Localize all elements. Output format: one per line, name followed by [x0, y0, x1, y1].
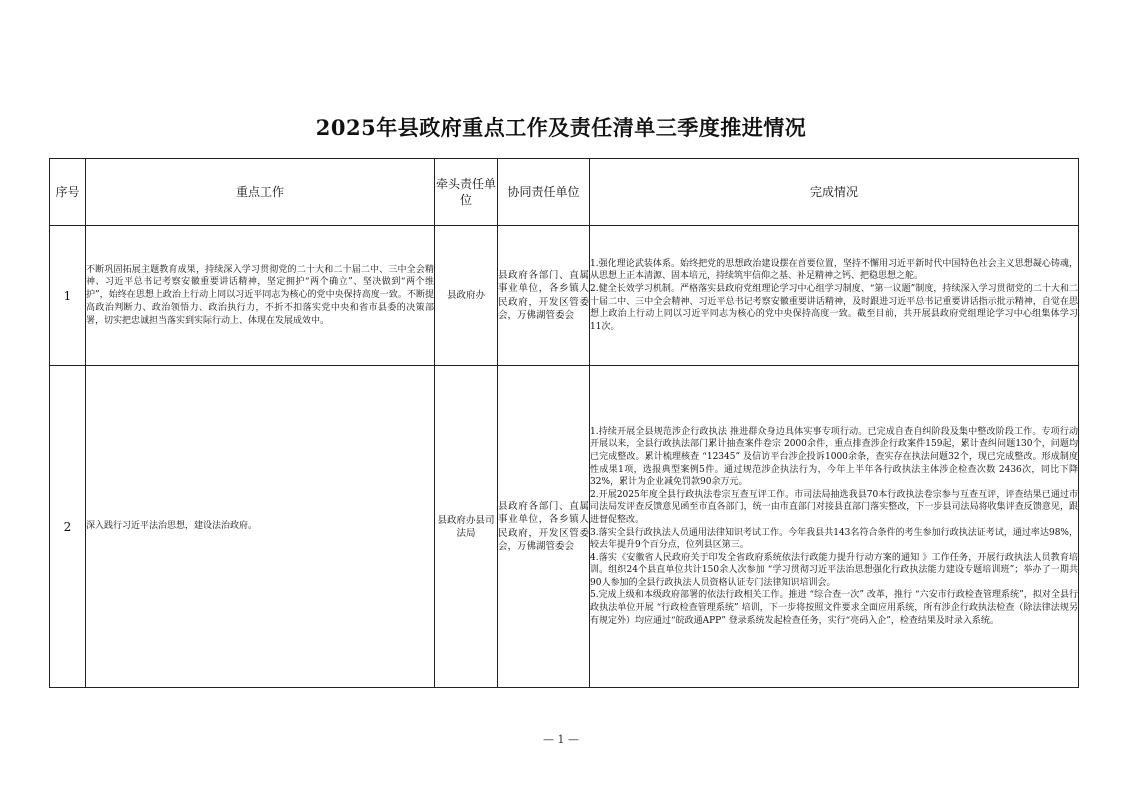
- work-table: [49, 158, 1079, 688]
- status-item: 1.持续开展全县规范涉企行政执法 推进群众身边具体实事专项行动。已完成自查自纠阶段及集中整改阶段工作。专项行动开展以来，全县行政执法部门累计抽查案件卷宗 2000余件，重点排查涉企行政案件159起，累计查纠问题130个，问题均已完成整改。累计梳理核查 “12345” 及信访平台涉企投诉1000余条，查实存在执法问题32个，现已完成整改。形成制度性成果1项，选报典型案例5件。通过规范涉企执法行为，今年上半年各行政执法主体涉企检查次数 2436次，同比下降32%，累计为企业减免罚款90余万元。: [590, 426, 1078, 488]
- header-work: 重点工作: [86, 159, 435, 226]
- table-header-row: [50, 159, 1079, 226]
- row-work: 深入践行习近平法治思想，建设法治政府。: [86, 366, 435, 688]
- row-status: [590, 366, 1079, 688]
- status-item: 2.健全长效学习机制。严格落实县政府党组理论学习中心组学习制度、“第一议题”制度，持续深入学习贯彻党的二十大和二十届二中、三中全会精神、习近平总书记考察安徽重要讲话精神，及时跟进习近平总书记重要讲话指示批示精神，自觉在思想上政治上行动上同以习近平同志为核心的党中央保持高度一致。截至目前，共开展县政府党组理论学习中心组集体学习 11次。: [590, 283, 1078, 332]
- row-index: 2: [50, 366, 86, 688]
- table-row: [50, 226, 1079, 366]
- row-co-units: 县政府各部门、直属事业单位，各乡镇人民政府，开发区管委会，万佛湖管委会: [498, 226, 590, 366]
- row-status: [590, 226, 1079, 366]
- status-item: 2.开展2025年度全县行政执法卷宗互查互评工作。市司法局抽选我县70本行政执法卷宗参与互查互评，评查结果已通过市司法局发评查反馈意见函至市直各部门，统一由市直部门对接县直部门落实整改，下一步县司法局将收集评查反馈意见，跟进督促整改。: [590, 489, 1078, 525]
- header-status: 完成情况: [590, 159, 1079, 226]
- table-row: [50, 366, 1079, 688]
- header-co: 协同责任单位: [498, 159, 590, 226]
- header-index: 序号: [50, 159, 86, 226]
- header-lead: 牵头责任单位: [435, 159, 498, 226]
- page-number: — 1 —: [543, 733, 579, 746]
- page-title: 2025年县政府重点工作及责任清单三季度推进情况: [315, 115, 807, 140]
- row-work: 不断巩固拓展主题教育成果，持续深入学习贯彻党的二十大和二十届二中、三中全会精神、习近平总书记考察安徽重要讲话精神，坚定拥护“两个确立”、坚决做到“两个维护”，始终在思想上政治上行动上同以习近平同志为核心的党中央保持高度一致。不断提高政治判断力、政治领悟力、政治执行力，不折不扣落实党中央和省市县委的决策部署，切实把忠诚担当落实到实际行动上、体现在发展成效中。: [86, 226, 435, 366]
- row-lead-unit: 县政府办: [435, 226, 498, 366]
- status-item: 3.落实全县行政执法人员通用法律知识考试工作。今年我县共143名符合条件的考生参加行政执法证考试，通过率达98%，较去年提升9个百分点，位列县区第三。: [590, 527, 1078, 551]
- status-item: 1.强化理论武装体系。始终把党的思想政治建设摆在首要位置，坚持不懈用习近平新时代中国特色社会主义思想凝心铸魂，从思想上正本清源、固本培元，持续筑牢信仰之基、补足精神之钙、把稳思想之舵。: [590, 258, 1078, 282]
- row-co-units: 县政府各部门、直属事业单位，各乡镇人民政府，开发区管委会，万佛湖管委会: [498, 366, 590, 688]
- row-index: 1: [50, 226, 86, 366]
- status-item: 5.完成上级和本级政府部署的依法行政相关工作。推进 “综合查一次” 改革，推行 “六安市行政检查管理系统”，拟对全县行政执法单位开展 “行政检查管理系统” 培训，下一步将按照文件要求全面应用系统，所有涉企行政执法检查（除法律法规另有规定外）均应通过“皖政通APP” 登录系统发起检查任务，实行“亮码入企”，检查结果及时录入系统。: [590, 590, 1078, 626]
- status-item: 4.落实《安徽省人民政府关于印发全省政府系统依法行政能力提升行动方案的通知 》工作任务，开展行政执法人员教育培训。组织24个县直单位共计150余人次参加 “学习贯彻习近平法治思想强化行政执法能力建设专题培训班”；举办了一期共90人参加的全县行政执法人员资格认证专门法律知识培训会。: [590, 552, 1078, 588]
- row-lead-unit: 县政府办县司法局: [435, 366, 498, 688]
